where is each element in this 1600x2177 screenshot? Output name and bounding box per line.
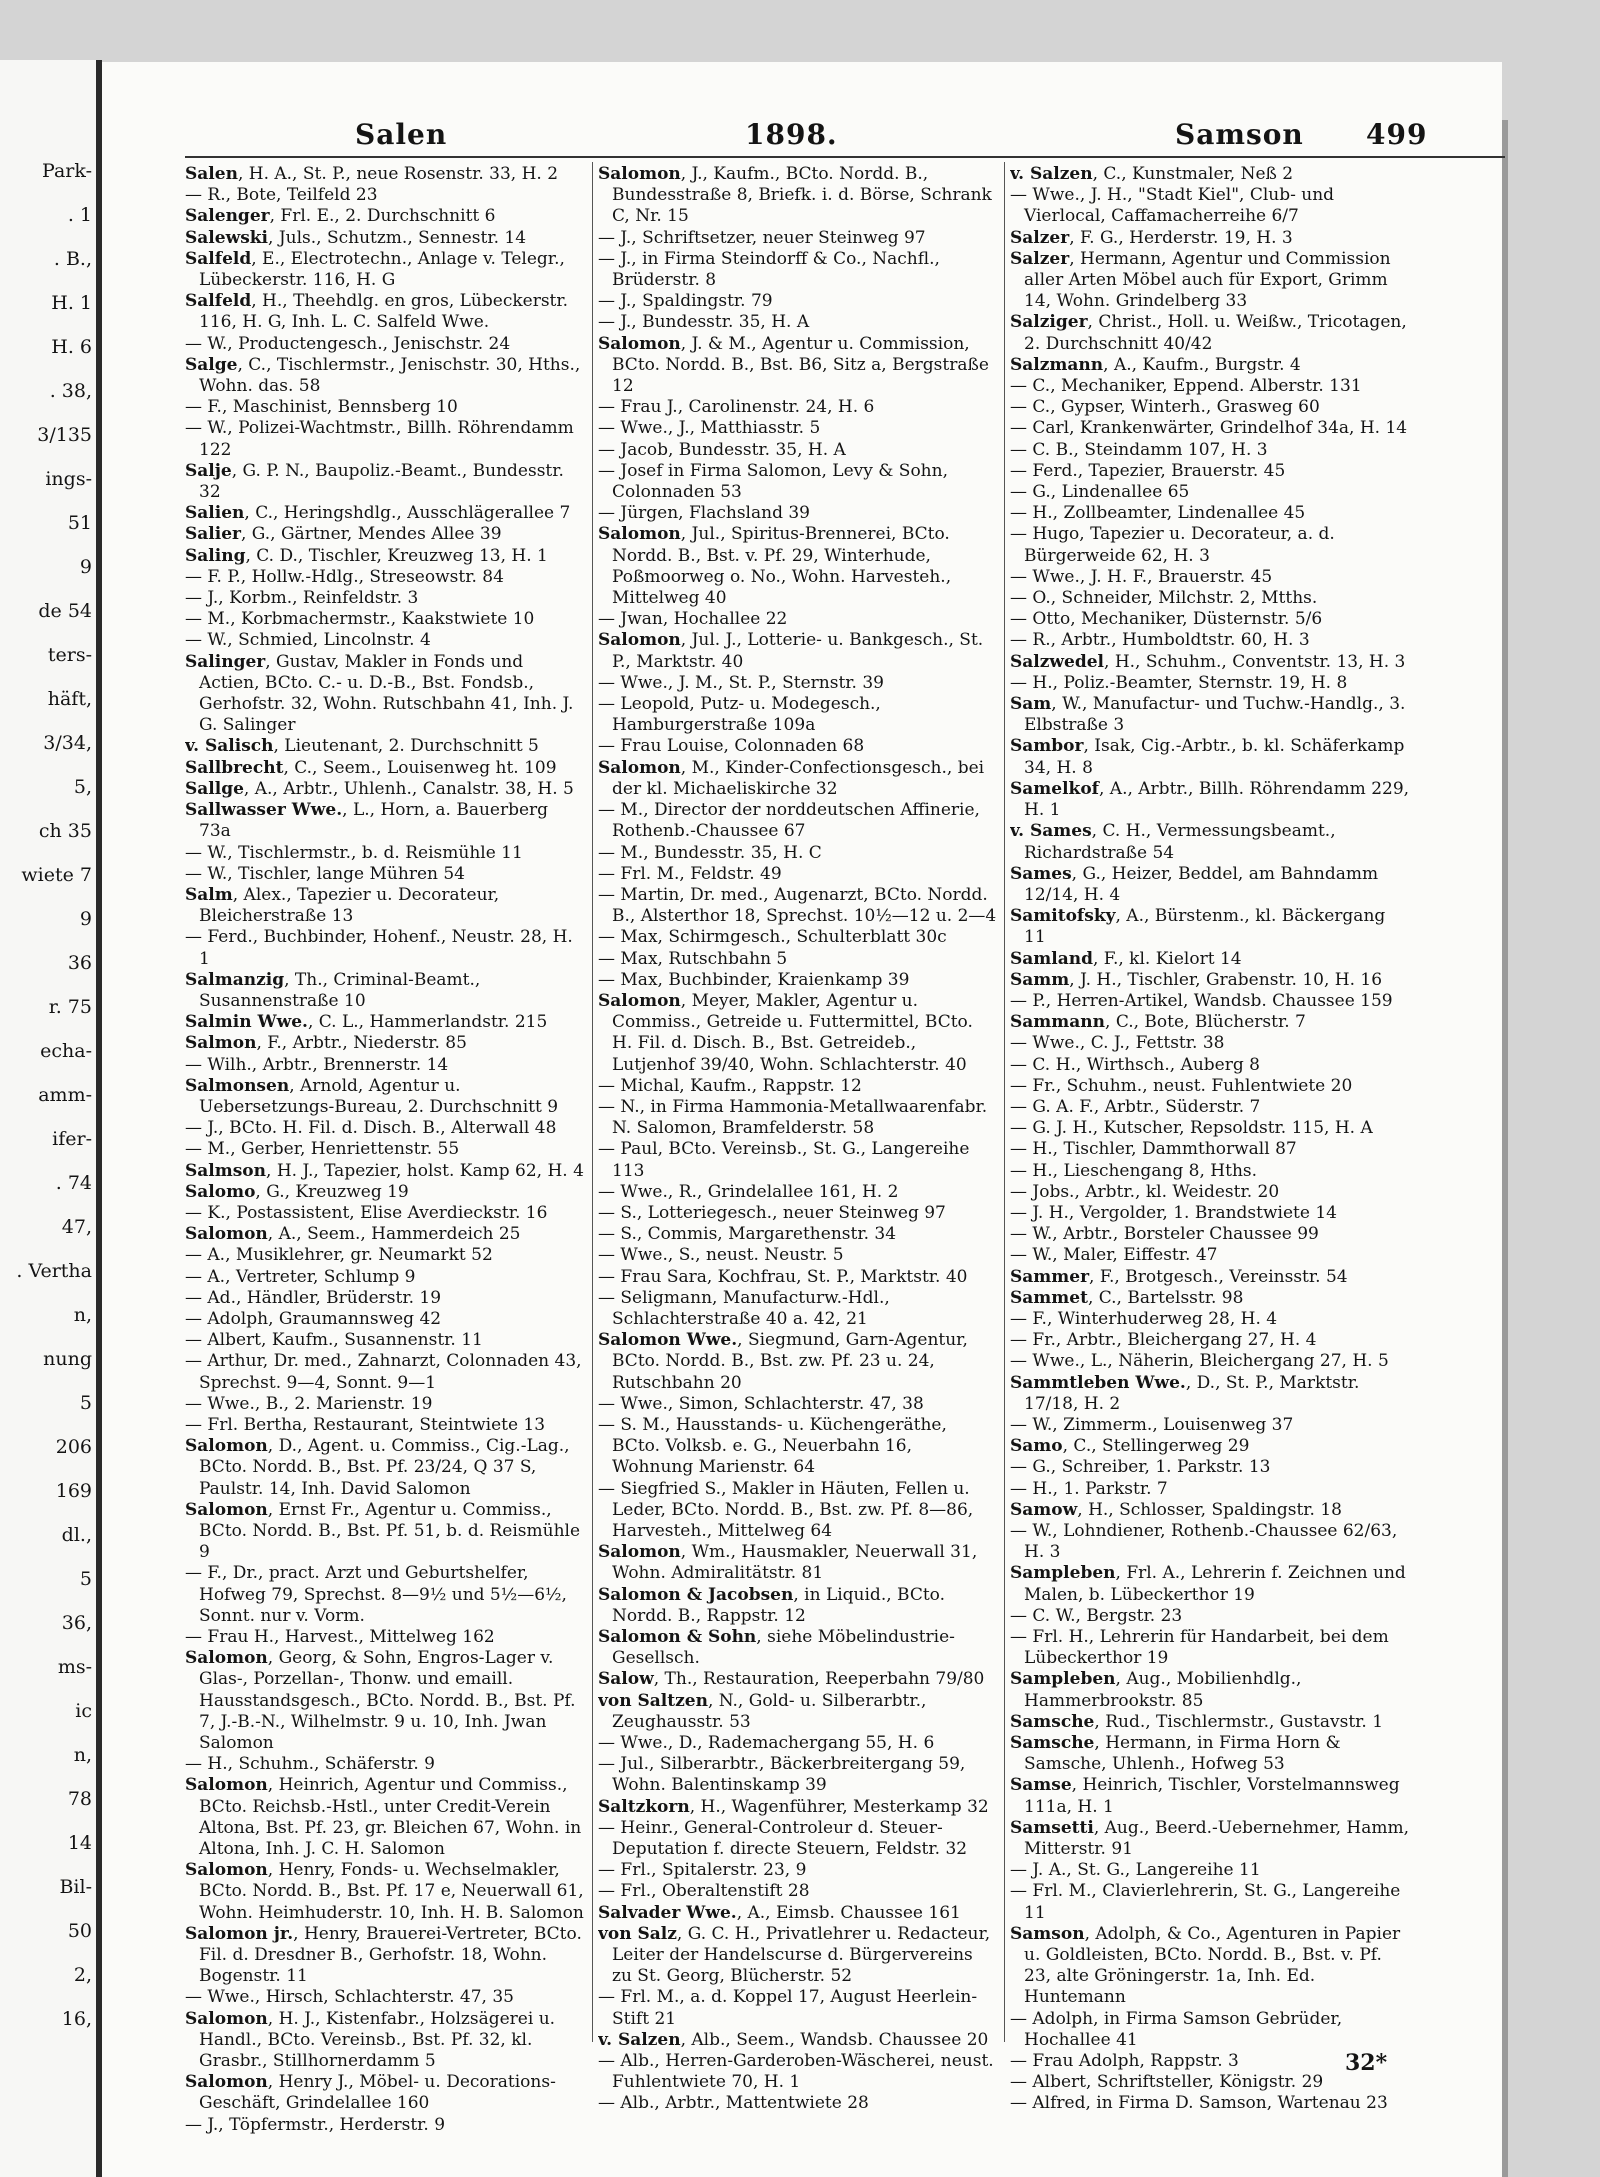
directory-entry: Salomon Wwe., Siegmund, Garn-Agentur, BCto. Nordd. B., Bst. zw. Pf. 23 u. 24, Rutschbahn 20 <box>598 1330 968 1393</box>
column-3 <box>1010 164 1410 2115</box>
directory-entry: — Frl. M., Clavierlehrerin, St. G., Langereihe 11 <box>1010 1881 1401 1923</box>
directory-entry: — A., Musiklehrer, gr. Neumarkt 52 <box>185 1245 493 1266</box>
prev-page-fragment: 16, <box>61 2008 92 2030</box>
directory-entry: Sallge, A., Arbtr., Uhlenh., Canalstr. 38, H. 5 <box>185 778 574 799</box>
directory-entry: — Ferd., Buchbinder, Hohenf., Neustr. 28, H. 1 <box>185 927 573 969</box>
directory-entry: Salomon, H. J., Kistenfabr., Holzsägerei u. Handl., BCto. Vereinsb., Bst. Pf. 32, kl. Grasbr., Stillhornerdamm 5 <box>185 2008 556 2072</box>
directory-entry: — W., Lohndiener, Rothenb.-Chaussee 62/63, H. 3 <box>1010 1521 1398 1563</box>
directory-entry: — J., Schriftsetzer, neuer Steinweg 97 <box>598 227 926 248</box>
prev-page-fragment: 50 <box>67 1920 92 1942</box>
directory-entry: — S., Lotteriegesch., neuer Steinweg 97 <box>598 1202 946 1223</box>
directory-entry: — H., Poliz.-Beamter, Sternstr. 19, H. 8 <box>1010 672 1348 693</box>
directory-entry: — Albert, Schriftsteller, Königstr. 29 <box>1010 2072 1324 2093</box>
directory-entry: Salje, G. P. N., Baupoliz.-Beamt., Bundesstr. 32 <box>185 460 564 503</box>
directory-entry: — M., Bundesstr. 35, H. C <box>598 842 822 863</box>
directory-entry: — W., Arbtr., Borsteler Chaussee 99 <box>1010 1224 1319 1245</box>
directory-entry: — Ferd., Tapezier, Brauerstr. 45 <box>1010 460 1286 481</box>
directory-entry: Salomon, J., Kaufm., BCto. Nordd. B., Bundesstraße 8, Briefk. i. d. Börse, Schrank C, Nr. 15 <box>598 164 992 227</box>
directory-entry: — Alb., Arbtr., Mattentwiete 28 <box>598 2093 869 2114</box>
directory-entry: Salzmann, A., Kaufm., Burgstr. 4 <box>1010 354 1301 375</box>
directory-entry: — Wwe., D., Rademachergang 55, H. 6 <box>598 1733 935 1754</box>
directory-entry: Samsche, Hermann, in Firma Horn & Samsche, Uhlenh., Hofweg 53 <box>1010 1733 1341 1775</box>
directory-entry: Sammann, C., Bote, Blücherstr. 7 <box>1010 1012 1306 1033</box>
directory-entry: — Frl. M., a. d. Koppel 17, August Heerlein-Stift 21 <box>598 1987 978 2029</box>
directory-entry: — J. A., St. G., Langereihe 11 <box>1010 1860 1261 1881</box>
directory-entry: Salien, C., Heringshdlg., Ausschlägerallee 7 <box>185 503 571 524</box>
directory-entry: Sampleben, Frl. A., Lehrerin f. Zeichnen und Malen, b. Lübeckerthor 19 <box>1010 1563 1406 1605</box>
directory-entry: — Frl. Bertha, Restaurant, Steintwiete 13 <box>185 1414 546 1435</box>
prev-page-fragment: 5 <box>79 1568 92 1590</box>
prev-page-fragment: 5 <box>79 1392 92 1414</box>
prev-page-fragment: Bil- <box>59 1876 92 1898</box>
directory-entry: Sam, W., Manufactur- und Tuchw.-Handlg., 3. Elbstraße 3 <box>1010 694 1406 736</box>
directory-entry: — J., in Firma Steindorff & Co., Nachfl., Brüderstr. 8 <box>598 248 940 291</box>
directory-entry: — J., Korbm., Reinfeldstr. 3 <box>185 588 419 609</box>
directory-entry: — S., Commis, Margarethenstr. 34 <box>598 1224 897 1245</box>
directory-entry: Salomon, M., Kinder-Confectionsgesch., bei der kl. Michaeliskirche 32 <box>598 757 985 799</box>
directory-entry: von Salz, G. C. H., Privatlehrer u. Redacteur, Leiter der Handelscurse d. Bürgervereins zu St. Georg, Blücherstr. 52 <box>598 1923 991 1987</box>
directory-entry: — Wilh., Arbtr., Brennerstr. 14 <box>185 1054 449 1075</box>
directory-entry: — W., Tischler, lange Mühren 54 <box>185 863 465 884</box>
directory-entry: Salomon, Jul. J., Lotterie- u. Bankgesch., St. P., Marktstr. 40 <box>598 630 984 672</box>
prev-page-fragment: H. 1 <box>51 292 92 314</box>
column-divider-1 <box>592 162 593 2042</box>
directory-entry: — C. H., Wirthsch., Auberg 8 <box>1010 1054 1260 1075</box>
directory-entry: — H., Tischler, Dammthorwall 87 <box>1010 1139 1297 1160</box>
directory-entry: Salow, Th., Restauration, Reeperbahn 79/80 <box>598 1669 985 1690</box>
header-rule <box>185 156 1505 158</box>
directory-entry: — O., Schneider, Milchstr. 2, Mtths. <box>1010 588 1318 609</box>
directory-entry: Samse, Heinrich, Tischler, Vorstelmannsweg 111a, H. 1 <box>1010 1775 1400 1817</box>
directory-entry: Salmonsen, Arnold, Agentur u. Uebersetzungs-Bureau, 2. Durchschnitt 9 <box>185 1075 559 1117</box>
directory-entry: — C., Gypser, Winterh., Grasweg 60 <box>1010 397 1320 418</box>
page-number: 499 <box>1366 118 1428 151</box>
directory-entry: Salinger, Gustav, Makler in Fonds und Actien, BCto. C.- u. D.-B., Bst. Fondsb., Gerhofstr. 32, Wohn. Rutschbahn 41, Inh. J. G. Salinger <box>185 651 574 736</box>
directory-entry: Sambor, Isak, Cig.-Arbtr., b. kl. Schäferkamp 34, H. 8 <box>1010 736 1405 778</box>
directory-entry: Salziger, Christ., Holl. u. Weißw., Tricotagen, 2. Durchschnitt 40/42 <box>1010 312 1407 354</box>
directory-entry: Salomon, Georg, & Sohn, Engros-Lager v. Glas-, Porzellan-, Thonw. und emaill. Hausstandsgesch., BCto. Nordd. B., Bst. Pf. 7, J.-B.-N., Wilhelmstr. 9 u. 10, Inh. Jwan Salomon <box>185 1648 576 1754</box>
directory-entry: — M., Director der norddeutschen Affinerie, Rothenb.-Chaussee 67 <box>598 800 980 842</box>
directory-entry: — Heinr., General-Controleur d. Steuer-Deputation f. directe Steuern, Feldstr. 32 <box>598 1817 968 1860</box>
prev-page-fragment: ings- <box>45 468 92 490</box>
directory-entry: — N., in Firma Hammonia-Metallwaarenfabr. N. Salomon, Bramfelderstr. 58 <box>598 1096 988 1139</box>
prev-page-fragment: H. 6 <box>51 336 92 358</box>
directory-entry: — Frl., Oberaltenstift 28 <box>598 1881 810 1902</box>
directory-entry: — M., Korbmachermstr., Kaakstwiete 10 <box>185 609 535 630</box>
directory-entry: Sallbrecht, C., Seem., Louisenweg ht. 109 <box>185 757 557 778</box>
directory-entry: Salomo, G., Kreuzweg 19 <box>185 1181 409 1202</box>
directory-entry: — Alb., Herren-Garderoben-Wäscherei, neust. Fuhlentwiete 70, H. 1 <box>598 2051 994 2093</box>
directory-entry: Sallwasser Wwe., L., Horn, a. Bauerberg 73a <box>185 800 549 842</box>
directory-entry: — Wwe., J., Matthiasstr. 5 <box>598 418 821 439</box>
directory-entry: — J., Töpfermstr., Herderstr. 9 <box>185 2114 446 2135</box>
signature-mark: 32* <box>1345 2050 1388 2076</box>
header-year: 1898. <box>745 118 838 151</box>
directory-entry: v. Salzen, Alb., Seem., Wandsb. Chaussee 20 <box>598 2029 989 2050</box>
directory-entry: Salvader Wwe., A., Eimsb. Chaussee 161 <box>598 1902 961 1923</box>
directory-entry: — Carl, Krankenwärter, Grindelhof 34a, H. 14 <box>1010 418 1408 439</box>
directory-entry: — J., Bundesstr. 35, H. A <box>598 312 810 333</box>
directory-entry: — Frau Adolph, Rappstr. 3 <box>1010 2051 1239 2072</box>
header-left-keyword: Salen <box>355 118 448 151</box>
prev-page-fragment: 9 <box>79 908 92 930</box>
directory-entry: Salomon, Ernst Fr., Agentur u. Commiss., BCto. Nordd. B., Bst. Pf. 51, b. d. Reismühle 9 <box>185 1499 581 1563</box>
directory-entry: — W., Productengesch., Jenischstr. 24 <box>185 333 511 354</box>
directory-entry: — Max, Buchbinder, Kraienkamp 39 <box>598 969 910 990</box>
prev-page-fragment: amm- <box>38 1084 92 1106</box>
directory-entry: von Saltzen, N., Gold- u. Silberarbtr., Zeughausstr. 53 <box>598 1690 927 1732</box>
prev-page-fragment: ic <box>75 1700 92 1722</box>
prev-page-fragment: . 38, <box>49 380 92 402</box>
prev-page-fragment: 3/135 <box>37 424 92 446</box>
directory-entry: — G. J. H., Kutscher, Repsoldstr. 115, H. A <box>1010 1118 1373 1139</box>
prev-page-fragment: ters- <box>47 644 92 666</box>
directory-entry: Salzwedel, H., Schuhm., Conventstr. 13, H. 3 <box>1010 651 1406 672</box>
directory-entry: Salomon, Meyer, Makler, Agentur u. Commiss., Getreide u. Futtermittel, BCto. H. Fil. d. Disch. B., Bst. Getreideb., Lutjenhof 39/40, Wohn. Schlachterstr. 40 <box>598 990 973 1075</box>
prev-page-fragment: n, <box>73 1304 92 1326</box>
prev-page-fragment: . Vertha <box>16 1260 92 1282</box>
directory-entry: Salenger, Frl. E., 2. Durchschnitt 6 <box>185 206 496 227</box>
prev-page-fragment: ifer- <box>52 1128 92 1150</box>
directory-entry: Salmanzig, Th., Criminal-Beamt., Susannenstraße 10 <box>185 969 481 1011</box>
directory-entry: — F. P., Hollw.-Hdlg., Streseowstr. 84 <box>185 566 504 587</box>
directory-entry: — Ad., Händler, Brüderstr. 19 <box>185 1287 442 1308</box>
directory-entry: — P., Herren-Artikel, Wandsb. Chaussee 159 <box>1010 990 1393 1011</box>
directory-entry: — M., Gerber, Henriettenstr. 55 <box>185 1139 460 1160</box>
directory-entry: — Frl. M., Feldstr. 49 <box>598 863 782 884</box>
directory-entry: — R., Bote, Teilfeld 23 <box>185 185 378 206</box>
directory-entry: — H., Lieschengang 8, Hths. <box>1010 1160 1258 1181</box>
column-1 <box>185 164 585 2136</box>
prev-page-fragment: 169 <box>55 1480 92 1502</box>
directory-entry: Saling, C. D., Tischler, Kreuzweg 13, H. 1 <box>185 545 548 566</box>
directory-entry: — A., Vertreter, Schlump 9 <box>185 1266 416 1287</box>
directory-entry: Salfeld, E., Electrotechn., Anlage v. Telegr., Lübeckerstr. 116, H. G <box>185 248 565 291</box>
directory-entry: Saltzkorn, H., Wagenführer, Mesterkamp 32 <box>598 1796 989 1817</box>
directory-entry: — Josef in Firma Salomon, Levy & Sohn, Colonnaden 53 <box>598 460 948 503</box>
directory-entry: — G., Schreiber, 1. Parkstr. 13 <box>1010 1457 1271 1478</box>
directory-entry: — Arthur, Dr. med., Zahnarzt, Colonnaden 43, Sprechst. 9—4, Sonnt. 9—1 <box>185 1351 582 1393</box>
directory-entry: — R., Arbtr., Humboldtstr. 60, H. 3 <box>1010 630 1310 651</box>
directory-entry: Salier, G., Gärtner, Mendes Allee 39 <box>185 524 502 545</box>
column-2 <box>598 164 998 2115</box>
prev-page-fragment: ms- <box>57 1656 92 1678</box>
directory-entry: Salomon, Henry, Fonds- u. Wechselmakler, BCto. Nordd. B., Bst. Pf. 17 e, Neuerwall 61, Wohn. Heimhuderstr. 10, Inh. H. B. Salomon <box>185 1860 584 1923</box>
directory-entry: — Wwe., S., neust. Neustr. 5 <box>598 1245 844 1266</box>
directory-entry: Salen, H. A., St. P., neue Rosenstr. 33, H. 2 <box>185 164 559 184</box>
prev-page-fragment: Park- <box>42 160 92 182</box>
directory-entry: Samo, C., Stellingerweg 29 <box>1010 1436 1250 1457</box>
directory-entry: — Wwe., J. H. F., Brauerstr. 45 <box>1010 566 1273 587</box>
directory-entry: — Wwe., Simon, Schlachterstr. 47, 38 <box>598 1393 924 1414</box>
directory-entry: — G. A. F., Arbtr., Süderstr. 7 <box>1010 1096 1261 1117</box>
directory-entry: — Max, Schirmgesch., Schulterblatt 30c <box>598 927 947 948</box>
prev-page-fragment: . 74 <box>55 1172 92 1194</box>
directory-entry: — S. M., Hausstands- u. Küchengeräthe, BCto. Volksb. e. G., Neuerbahn 16, Wohnung Marienstr. 64 <box>598 1414 947 1478</box>
directory-entry: — Jürgen, Flachsland 39 <box>598 503 810 524</box>
directory-entry: — Wwe., R., Grindelallee 161, H. 2 <box>598 1181 899 1202</box>
prev-page-fragment: r. 75 <box>48 996 92 1018</box>
column-divider-2 <box>1004 162 1005 2042</box>
directory-entry: — Seligmann, Manufacturw.-Hdl., Schlachterstraße 40 a. 42, 21 <box>598 1287 890 1329</box>
directory-entry: Salomon, Henry J., Möbel- u. Decorations-Geschäft, Grindelallee 160 <box>185 2072 556 2114</box>
directory-entry: Salomon, J. & M., Agentur u. Commission, BCto. Nordd. B., Bst. B6, Sitz a, Bergstraße 12 <box>598 333 989 397</box>
directory-entry: — Hugo, Tapezier u. Decorateur, a. d. Bürgerweide 62, H. 3 <box>1010 524 1335 566</box>
prev-page-fragment: 78 <box>67 1788 92 1810</box>
directory-entry: — W., Maler, Eiffestr. 47 <box>1010 1245 1218 1266</box>
directory-entry: — F., Winterhuderweg 28, H. 4 <box>1010 1308 1278 1329</box>
directory-entry: Samow, H., Schlosser, Spaldingstr. 18 <box>1010 1499 1342 1520</box>
directory-entry: — J. H., Vergolder, 1. Brandstwiete 14 <box>1010 1202 1337 1223</box>
prev-page-fragment: dl., <box>61 1524 92 1546</box>
directory-entry: Sammer, F., Brotgesch., Vereinsstr. 54 <box>1010 1266 1348 1287</box>
directory-entry: Sammet, C., Bartelsstr. 98 <box>1010 1287 1244 1308</box>
directory-entry: — H., 1. Parkstr. 7 <box>1010 1478 1168 1499</box>
prev-page-fragment: nung <box>43 1348 92 1370</box>
directory-entry: — Wwe., B., 2. Marienstr. 19 <box>185 1393 433 1414</box>
directory-entry: v. Salzen, C., Kunstmaler, Neß 2 <box>1010 164 1294 184</box>
directory-entry: Salzer, Hermann, Agentur und Commission aller Arten Möbel auch für Export, Grimm 14, Wohn. Grindelberg 33 <box>1010 248 1391 312</box>
header-right-keyword: Samson <box>1175 118 1304 151</box>
directory-entry: — Jobs., Arbtr., kl. Weidestr. 20 <box>1010 1181 1280 1202</box>
directory-entry: Salm, Alex., Tapezier u. Decorateur, Bleicherstraße 13 <box>185 884 500 927</box>
directory-entry: — Frau Sara, Kochfrau, St. P., Marktstr. 40 <box>598 1266 968 1287</box>
prev-page-fragment: 36, <box>61 1612 92 1634</box>
directory-entry: — W., Polizei-Wachtmstr., Billh. Röhrendamm 122 <box>185 418 574 460</box>
prev-page-fragment: . B., <box>53 248 92 270</box>
directory-entry: — H., Zollbeamter, Lindenallee 45 <box>1010 503 1306 524</box>
directory-entry: Salomon jr., Henry, Brauerei-Vertreter, BCto. Fil. d. Dresdner B., Gerhofstr. 18, Wohn. Bogenstr. 11 <box>185 1923 582 1987</box>
prev-page-fragment: ch 35 <box>38 820 92 842</box>
directory-entry: — Siegfried S., Makler in Häuten, Fellen u. Leder, BCto. Nordd. B., Bst. zw. Pf. 8—86, Harvesteh., Mittelweg 64 <box>598 1478 974 1541</box>
page-edge-shadow <box>1502 120 1508 2177</box>
directory-entry: Sames, G., Heizer, Beddel, am Bahndamm 12/14, H. 4 <box>1010 863 1379 905</box>
directory-entry: — C. B., Steindamm 107, H. 3 <box>1010 439 1268 460</box>
prev-page-fragment: 5, <box>73 776 92 798</box>
directory-entry: — G., Lindenallee 65 <box>1010 482 1190 503</box>
directory-entry: — J., BCto. H. Fil. d. Disch. B., Alterwall 48 <box>185 1118 557 1139</box>
directory-entry: — W., Schmied, Lincolnstr. 4 <box>185 630 431 651</box>
directory-entry: — W., Tischlermstr., b. d. Reismühle 11 <box>185 842 523 863</box>
directory-entry: — Paul, BCto. Vereinsb., St. G., Langereihe 113 <box>598 1139 970 1181</box>
directory-entry: — Wwe., Hirsch, Schlachterstr. 47, 35 <box>185 1987 514 2008</box>
directory-entry: v. Salisch, Lieutenant, 2. Durchschnitt 5 <box>185 736 539 757</box>
directory-entry: — H., Schuhm., Schäferstr. 9 <box>185 1754 435 1775</box>
directory-entry: — W., Zimmerm., Louisenweg 37 <box>1010 1414 1294 1435</box>
directory-entry: Sammtleben Wwe., D., St. P., Marktstr. 17/18, H. 2 <box>1010 1372 1360 1414</box>
directory-entry: — Fr., Arbtr., Bleichergang 27, H. 4 <box>1010 1330 1317 1351</box>
directory-entry: — C., Mechaniker, Eppend. Alberstr. 131 <box>1010 376 1362 397</box>
directory-entry: — K., Postassistent, Elise Averdieckstr. 16 <box>185 1202 548 1223</box>
directory-entry: Salomon, Heinrich, Agentur und Commiss., BCto. Reichsb.-Hstl., unter Credit-Verein Altona, Bst. Pf. 23, gr. Bleichen 67, Wohn. in Altona, Inh. J. C. H. Salomon <box>185 1775 582 1860</box>
directory-entry: Sampleben, Aug., Mobilienhdlg., Hammerbrookstr. 85 <box>1010 1669 1302 1711</box>
directory-entry: — Wwe., C. J., Fettstr. 38 <box>1010 1033 1225 1054</box>
directory-entry: — Frau J., Carolinenstr. 24, H. 6 <box>598 397 875 418</box>
directory-entry: — Frau H., Harvest., Mittelweg 162 <box>185 1627 495 1648</box>
directory-entry: — Frl., Spitalerstr. 23, 9 <box>598 1860 807 1881</box>
directory-entry: — Wwe., J. M., St. P., Sternstr. 39 <box>598 672 884 693</box>
directory-entry: Salmin Wwe., C. L., Hammerlandstr. 215 <box>185 1012 548 1033</box>
directory-entry: — Michal, Kaufm., Rappstr. 12 <box>598 1075 862 1096</box>
prev-page-fragment: 206 <box>55 1436 92 1458</box>
prev-page-fragment: 47, <box>61 1216 92 1238</box>
directory-entry: — Wwe., J. H., "Stadt Kiel", Club- und Vierlocal, Caffamacherreihe 6/7 <box>1010 185 1335 227</box>
directory-entry: — Max, Rutschbahn 5 <box>598 948 788 969</box>
directory-entry: Samsetti, Aug., Beerd.-Uebernehmer, Hamm, Mitterstr. 91 <box>1010 1817 1410 1860</box>
prev-page-fragment: 14 <box>67 1832 92 1854</box>
directory-entry: — Otto, Mechaniker, Düsternstr. 5/6 <box>1010 609 1323 630</box>
directory-entry: — C. W., Bergstr. 23 <box>1010 1605 1183 1626</box>
directory-entry: — Fr., Schuhm., neust. Fuhlentwiete 20 <box>1010 1075 1353 1096</box>
directory-entry: Samsche, Rud., Tischlermstr., Gustavstr. 1 <box>1010 1711 1384 1732</box>
directory-entry: — Leopold, Putz- u. Modegesch., Hamburgerstraße 109a <box>598 694 881 736</box>
directory-entry: Salomon, Wm., Hausmakler, Neuerwall 31, Wohn. Admiralitätstr. 81 <box>598 1542 978 1584</box>
directory-entry: Salewski, Juls., Schutzm., Sennestr. 14 <box>185 227 527 248</box>
prev-page-fragment: . 1 <box>67 204 92 226</box>
prev-page-fragment: 51 <box>67 512 92 534</box>
directory-entry: Samland, F., kl. Kielort 14 <box>1010 948 1242 969</box>
directory-entry: — J., Spaldingstr. 79 <box>598 291 773 312</box>
directory-entry: — Wwe., L., Näherin, Bleichergang 27, H. 5 <box>1010 1351 1389 1372</box>
directory-entry: — F., Maschinist, Bennsberg 10 <box>185 397 458 418</box>
prev-page-fragment: de 54 <box>38 600 92 622</box>
directory-entry: — Adolph, in Firma Samson Gebrüder, Hochallee 41 <box>1010 2008 1343 2050</box>
prev-page-fragment: 9 <box>79 556 92 578</box>
prev-page-fragment: n, <box>73 1744 92 1766</box>
prev-page-fragment: 3/34, <box>43 732 92 754</box>
directory-entry: Salge, C., Tischlermstr., Jenischstr. 30, Hths., Wohn. das. 58 <box>185 354 581 397</box>
directory-entry: v. Sames, C. H., Vermessungsbeamt., Richardstraße 54 <box>1010 821 1336 863</box>
directory-entry: Salomon, Jul., Spiritus-Brennerei, BCto. Nordd. B., Bst. v. Pf. 29, Winterhude, Poßmoorweg o. No., Wohn. Harvesteh., Mittelweg 40 <box>598 524 952 609</box>
prev-page-fragment: 36 <box>67 952 92 974</box>
directory-entry: — F., Dr., pract. Arzt und Geburtshelfer, Hofweg 79, Sprechst. 8—9½ und 5½—6½, Sonnt. nur v. Vorm. <box>185 1563 567 1626</box>
prev-page-fragment: häft, <box>47 688 92 710</box>
directory-entry: Samson, Adolph, & Co., Agenturen in Papier u. Goldleisten, BCto. Nordd. B., Bst. v. Pf. 23, alte Gröningerstr. 1a, Inh. Ed. Huntemann <box>1010 1923 1401 2008</box>
directory-entry: — Albert, Kaufm., Susannenstr. 11 <box>185 1330 483 1351</box>
directory-entry: — Frau Louise, Colonnaden 68 <box>598 736 865 757</box>
directory-entry: — Jul., Silberarbtr., Bäckerbreitergang 59, Wohn. Balentinskamp 39 <box>598 1754 966 1796</box>
directory-entry: — Adolph, Graumannsweg 42 <box>185 1308 442 1329</box>
directory-entry: — Frl. H., Lehrerin für Handarbeit, bei dem Lübeckerthor 19 <box>1010 1627 1389 1669</box>
directory-entry: Samelkof, A., Arbtr., Billh. Röhrendamm 229, H. 1 <box>1010 778 1410 821</box>
directory-entry: — Jacob, Bundesstr. 35, H. A <box>598 439 846 460</box>
directory-entry: Salomon, D., Agent. u. Commiss., Cig.-Lag., BCto. Nordd. B., Bst. Pf. 23/24, Q 37 S, Paulstr. 14, Inh. David Salomon <box>185 1436 570 1499</box>
directory-entry: Salmon, F., Arbtr., Niederstr. 85 <box>185 1033 467 1054</box>
directory-entry: Samm, J. H., Tischler, Grabenstr. 10, H. 16 <box>1010 969 1383 990</box>
directory-entry: Salzer, F. G., Herderstr. 19, H. 3 <box>1010 227 1293 248</box>
previous-page-edge <box>0 60 102 2177</box>
directory-entry: Salomon & Jacobsen, in Liquid., BCto. Nordd. B., Rappstr. 12 <box>598 1584 946 1626</box>
directory-entry: — Martin, Dr. med., Augenarzt, BCto. Nordd. B., Alsterthor 18, Sprechst. 10½—12 u. 2—4 <box>598 884 997 927</box>
directory-entry: — Jwan, Hochallee 22 <box>598 609 788 630</box>
prev-page-fragment: 2, <box>73 1964 92 1986</box>
prev-page-fragment: echa- <box>40 1040 92 1062</box>
directory-entry: Salomon & Sohn, siehe Möbelindustrie-Gesellsch. <box>598 1627 955 1669</box>
directory-entry: Salomon, A., Seem., Hammerdeich 25 <box>185 1224 521 1245</box>
prev-page-fragment: wiete 7 <box>21 864 92 886</box>
directory-entry: Samitofsky, A., Bürstenm., kl. Bäckergang 11 <box>1010 906 1386 948</box>
directory-entry: — Alfred, in Firma D. Samson, Wartenau 23 <box>1010 2093 1388 2114</box>
directory-entry: Salfeld, H., Theehdlg. en gros, Lübeckerstr. 116, H. G, Inh. L. C. Salfeld Wwe. <box>185 291 569 333</box>
directory-entry: Salmson, H. J., Tapezier, holst. Kamp 62, H. 4 <box>185 1160 584 1181</box>
